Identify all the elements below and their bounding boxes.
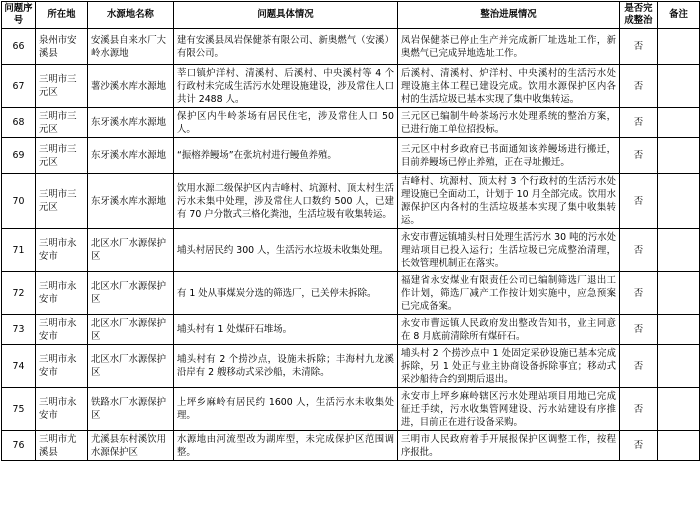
cell-source-name: 东牙溪水库水源地 <box>88 138 174 174</box>
cell-progress: 永安市曹远镇埔头村日处理生活污水 30 吨的污水处理站项目已投入运行；生活垃圾已完成整治清理，长效管理机制正在落实。 <box>398 229 620 272</box>
cell-progress: 三明市人民政府着手开展报保护区调整工作，按程序报批。 <box>398 431 620 461</box>
cell-note <box>658 29 700 65</box>
cell-completed: 否 <box>620 345 658 388</box>
cell-issue: 保护区内牛岭茶场有居民住宅，涉及常住人口 50 人。 <box>174 108 398 138</box>
cell-completed: 否 <box>620 272 658 315</box>
cell-note <box>658 345 700 388</box>
cell-completed: 否 <box>620 108 658 138</box>
cell-issue: 莘口镇炉洋村、清溪村、后溪村、中央溪村等 4 个行政村未完成生活污水处理设施建设，涉及常住人口共计 2488 人。 <box>174 65 398 108</box>
cell-issue: 埔头村有 1 处煤矸石堆场。 <box>174 315 398 345</box>
cell-issue: 饮用水源二级保护区内吉峰村、坑源村、顶太村生活污水未集中处理，涉及常住人口数约 500 人，已建有 70 户分散式三格化粪池，生活垃圾有收集转运。 <box>174 174 398 229</box>
table-row <box>2 108 700 138</box>
cell-progress: 永安市曹远镇人民政府发出整改告知书，业主同意在 8 月底前清除所有煤矸石。 <box>398 315 620 345</box>
table-row <box>2 229 700 272</box>
cell-no: 73 <box>2 315 36 345</box>
cell-no: 71 <box>2 229 36 272</box>
cell-source-name: 尤溪县东村溪饮用水源保护区 <box>88 431 174 461</box>
cell-location: 三明市永安市 <box>36 315 88 345</box>
cell-note <box>658 388 700 431</box>
cell-completed: 否 <box>620 29 658 65</box>
cell-source-name: 薯沙溪水库水源地 <box>88 65 174 108</box>
header-issue: 问题具体情况 <box>174 2 398 29</box>
cell-source-name: 东牙溪水库水源地 <box>88 108 174 138</box>
cell-issue: “振榕养鳗场”在张坑村进行鳗鱼养殖。 <box>174 138 398 174</box>
header-progress: 整治进展情况 <box>398 2 620 29</box>
header-note: 备注 <box>658 2 700 29</box>
cell-progress: 福建省永安煤业有限责任公司已编制筛选厂退出工作计划，筛选厂减产工作按计划实施中，应急预案已完成备案。 <box>398 272 620 315</box>
table-row <box>2 388 700 431</box>
table-row <box>2 174 700 229</box>
cell-source-name: 北区水厂水源保护区 <box>88 272 174 315</box>
cell-issue: 有 1 处从事煤炭分选的筛选厂，已关停未拆除。 <box>174 272 398 315</box>
cell-progress: 埔头村 2 个捞沙点中 1 处固定采砂设施已基本完成拆除，另 1 处正与业主协商设备拆除事宜；移动式采沙船待合约到期后退出。 <box>398 345 620 388</box>
cell-no: 76 <box>2 431 36 461</box>
cell-note <box>658 138 700 174</box>
cell-location: 三明市三元区 <box>36 108 88 138</box>
header-source-name: 水源地名称 <box>88 2 174 29</box>
cell-location: 三明市永安市 <box>36 272 88 315</box>
cell-location: 三明市永安市 <box>36 388 88 431</box>
table-row <box>2 272 700 315</box>
cell-progress: 永安市上坪乡麻岭辖区污水处理站项目用地已完成征迁手续，污水收集管网建设、污水站建设有序推进，目前正在进行设备采购。 <box>398 388 620 431</box>
cell-no: 68 <box>2 108 36 138</box>
cell-no: 66 <box>2 29 36 65</box>
cell-source-name: 北区水厂水源保护区 <box>88 229 174 272</box>
cell-no: 69 <box>2 138 36 174</box>
cell-progress: 三元区中村乡政府已书面通知该养鳗场进行搬迁，目前养鳗场已停止养殖，正在寻址搬迁。 <box>398 138 620 174</box>
cell-source-name: 北区水厂水源保护区 <box>88 345 174 388</box>
cell-location: 三明市三元区 <box>36 65 88 108</box>
table-row <box>2 29 700 65</box>
header-no: 问题序号 <box>2 2 36 29</box>
cell-completed: 否 <box>620 388 658 431</box>
cell-issue: 埔头村居民约 300 人，生活污水垃圾未收集处理。 <box>174 229 398 272</box>
cell-progress: 凤岩保健茶已停止生产并完成新厂址选址工作，新奥燃气已完成异地选址工作。 <box>398 29 620 65</box>
cell-note <box>658 431 700 461</box>
table-row <box>2 431 700 461</box>
cell-completed: 否 <box>620 229 658 272</box>
table-row <box>2 65 700 108</box>
cell-no: 72 <box>2 272 36 315</box>
cell-progress: 三元区已编制牛岭茶场污水处理系统的整治方案，已进行施工单位招投标。 <box>398 108 620 138</box>
cell-source-name: 东牙溪水库水源地 <box>88 174 174 229</box>
cell-location: 三明市三元区 <box>36 174 88 229</box>
cell-location: 三明市三元区 <box>36 138 88 174</box>
cell-note <box>658 65 700 108</box>
cell-no: 70 <box>2 174 36 229</box>
cell-issue: 水源地由河流型改为湖库型，未完成保护区范围调整。 <box>174 431 398 461</box>
cell-source-name: 北区水厂水源保护区 <box>88 315 174 345</box>
table-row <box>2 138 700 174</box>
cell-location: 三明市永安市 <box>36 229 88 272</box>
cell-completed: 否 <box>620 65 658 108</box>
cell-source-name: 安溪县自来水厂大岭水源地 <box>88 29 174 65</box>
cell-issue: 建有安溪县凤岩保健茶有限公司、新奥燃气（安溪）有限公司。 <box>174 29 398 65</box>
cell-location: 三明市尤溪县 <box>36 431 88 461</box>
cell-issue: 上坪乡麻岭有居民约 1600 人，生活污水未收集处理。 <box>174 388 398 431</box>
cell-no: 74 <box>2 345 36 388</box>
cell-note <box>658 108 700 138</box>
cell-completed: 否 <box>620 174 658 229</box>
header-location: 所在地 <box>36 2 88 29</box>
rectification-table <box>1 1 700 461</box>
cell-note <box>658 229 700 272</box>
cell-no: 67 <box>2 65 36 108</box>
cell-progress: 后溪村、清溪村、炉洋村、中央溪村的生活污水处理设施主体工程已建设完成。饮用水源保护区内各村的生活垃圾已基本实现了集中收集转运。 <box>398 65 620 108</box>
cell-issue: 埔头村有 2 个捞沙点，设施未拆除；丰海村九龙溪沿岸有 2 艘移动式采沙船，未清除。 <box>174 345 398 388</box>
cell-no: 75 <box>2 388 36 431</box>
table-row <box>2 315 700 345</box>
cell-source-name: 铁路水厂水源保护区 <box>88 388 174 431</box>
cell-completed: 否 <box>620 138 658 174</box>
cell-completed: 否 <box>620 315 658 345</box>
table-row <box>2 345 700 388</box>
cell-progress: 吉峰村、坑源村、顶太村 3 个行政村的生活污水处理设施已全面动工，计划于 10 月全部完成。饮用水源保护区内各村的生活垃圾基本实现了集中收集转运。 <box>398 174 620 229</box>
cell-location: 泉州市安溪县 <box>36 29 88 65</box>
cell-completed: 否 <box>620 431 658 461</box>
cell-note <box>658 174 700 229</box>
cell-note <box>658 315 700 345</box>
header-completed: 是否完成整治 <box>620 2 658 29</box>
header-row <box>2 2 700 29</box>
cell-location: 三明市永安市 <box>36 345 88 388</box>
cell-note <box>658 272 700 315</box>
